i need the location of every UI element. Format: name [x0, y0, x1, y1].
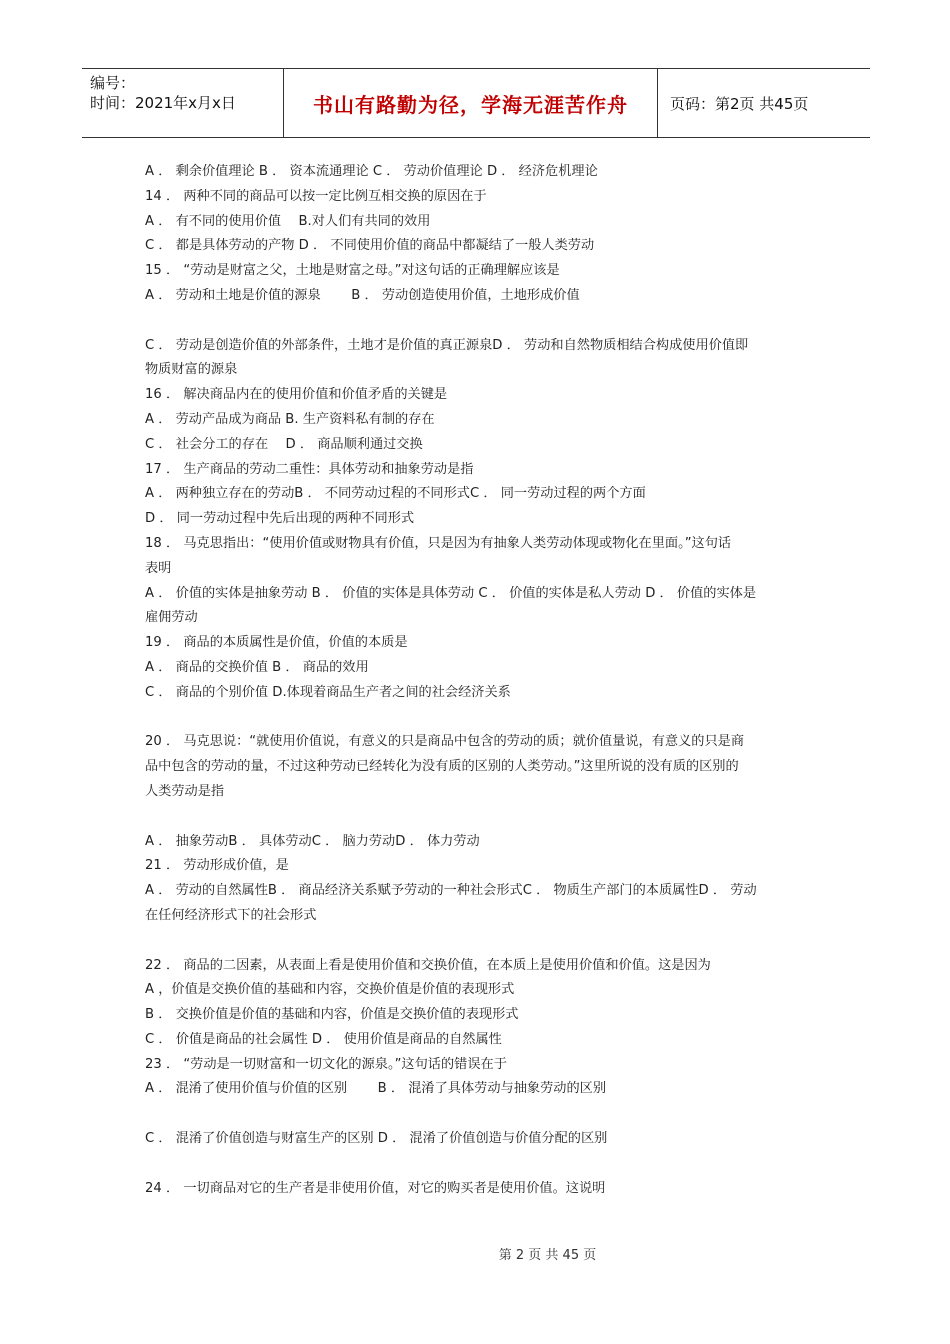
text-line: 18 ． 马克思指出：“使用价值或财物具有价值，只是因为有抽象人类劳动体现或物化在里面。”这句话 — [145, 535, 732, 551]
time-label: 时间：2021年x月x日 — [90, 94, 236, 112]
blank-line — [145, 706, 805, 731]
text-line: A ． 劳动的自然属性B ． 商品经济关系赋予劳动的一种社会形式C ． 物质生产部门的本质属性D ． 劳动 — [145, 883, 757, 899]
text-line: A ． 商品的交换价值 B ． 商品的效用 — [145, 659, 369, 675]
text-line: 16 ． 解决商品内在的使用价值和价值矛盾的关键是 — [145, 387, 448, 403]
text-line: C ． 劳动是创造价值的外部条件，土地才是价值的真正源泉D ． 劳动和自然物质相结合构成使用价值即 — [145, 337, 749, 353]
page-footer — [0, 1244, 950, 1263]
text-line: C ． 都是具体劳动的产物 D ． 不同使用价值的商品中都凝结了一般人类劳动 — [145, 238, 595, 254]
text-line: 22 ． 商品的二因素，从表面上看是使用价值和交换价值，在本质上是使用价值和价值。这是因为 — [145, 957, 711, 973]
text-line: D ． 同一劳动过程中先后出现的两种不同形式 — [145, 511, 415, 527]
text-line: A ． 剩余价值理论 B ． 资本流通理论 C ． 劳动价值理论 D ． 经济危机理论 — [145, 164, 598, 179]
text-line: 15 ． “劳动是财富之父，土地是财富之母。”对这句话的正确理解应该是 — [145, 263, 560, 279]
text-line: C ． 混淆了价值创造与财富生产的区别 D ． 混淆了价值创造与价值分配的区别 — [145, 1131, 608, 1147]
footer-page-number: 第 2 页 共 45 页 — [498, 1248, 597, 1263]
text-line: A ，价值是交换价值的基础和内容，交换价值是价值的表现形式 — [145, 982, 515, 998]
text-line: 物质财富的源泉 — [145, 362, 238, 378]
page-header — [82, 68, 870, 138]
text-line: A ． 两种独立存在的劳动B ． 不同劳动过程的不同形式C ． 同一劳动过程的两个方面 — [145, 486, 646, 502]
text-line: 21 ． 劳动形成价值，是 — [145, 858, 289, 874]
blank-line — [145, 929, 805, 954]
text-line: A ． 混淆了使用价值与价值的区别 B ． 混淆了具体劳动与抽象劳动的区别 — [145, 1081, 607, 1097]
blank-line — [145, 1102, 805, 1127]
text-line: C ． 商品的个别价值 D.体现着商品生产者之间的社会经济关系 — [145, 684, 511, 700]
page-info: 页码：第2页 共45页 — [670, 94, 809, 113]
document-body — [145, 160, 805, 1201]
text-line: A ． 价值的实体是抽象劳动 B ． 价值的实体是具体劳动 C ． 价值的实体是私人劳动 D ． 价值的实体是 — [145, 585, 757, 601]
text-line: 24 ． 一切商品对它的生产者是非使用价值，对它的购买者是使用价值。这说明 — [145, 1180, 606, 1196]
text-line: 19 ． 商品的本质属性是价值，价值的本质是 — [145, 635, 408, 651]
text-line: A ． 劳动产品成为商品 B. 生产资料私有制的存在 — [145, 411, 435, 427]
header-meta — [82, 69, 284, 137]
text-line: C ． 社会分工的存在 D ． 商品顺利通过交换 — [145, 436, 423, 452]
text-line: B ． 交换价值是价值的基础和内容，价值是交换价值的表现形式 — [145, 1007, 519, 1023]
motto: 书山有路勤为径，学海无涯苦作舟 — [313, 92, 628, 117]
text-line: 雇佣劳动 — [145, 610, 198, 626]
text-line: 23 ． “劳动是一切财富和一切文化的源泉。”这句话的错误在于 — [145, 1056, 507, 1072]
text-line: C ． 价值是商品的社会属性 D ． 使用价值是商品的自然属性 — [145, 1031, 502, 1047]
header-page-info-cell — [658, 69, 870, 137]
text-line: 表明 — [145, 560, 172, 576]
text-line: 人类劳动是指 — [145, 783, 225, 799]
blank-line — [145, 309, 805, 334]
text-line: A ． 有不同的使用价值 B.对人们有共同的效用 — [145, 213, 431, 229]
text-line: A ． 抽象劳动B ． 具体劳动C ． 脑力劳动D ． 体力劳动 — [145, 833, 480, 849]
text-line: 17 ． 生产商品的劳动二重性：具体劳动和抽象劳动是指 — [145, 461, 474, 477]
header-motto-cell — [284, 69, 658, 137]
text-line: 品中包含的劳动的量，不过这种劳动已经转化为没有质的区别的人类劳动。”这里所说的没有质的区别的 — [145, 759, 739, 775]
text-line: 20 ． 马克思说：“就使用价值说，有意义的只是商品中包含的劳动的质；就价值量说，有意义的只是商 — [145, 734, 745, 750]
blank-line — [145, 1152, 805, 1177]
code-label: 编号： — [90, 74, 136, 92]
text-line: 14 ． 两种不同的商品可以按一定比例互相交换的原因在于 — [145, 188, 487, 204]
text-line: 在任何经济形式下的社会形式 — [145, 907, 317, 923]
blank-line — [145, 805, 805, 830]
text-line: A ． 劳动和土地是价值的源泉 B ． 劳动创造使用价值，土地形成价值 — [145, 287, 580, 303]
